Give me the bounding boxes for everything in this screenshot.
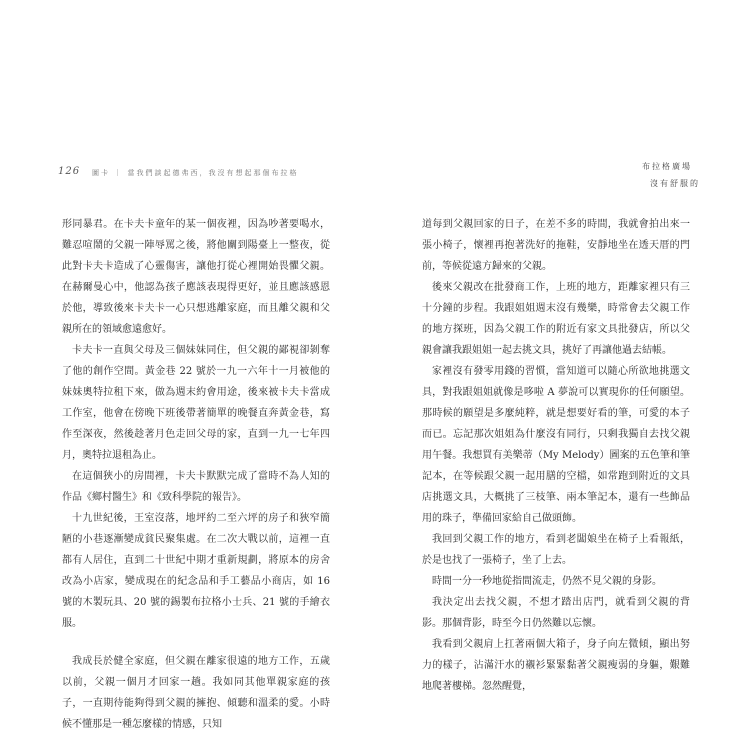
- paragraph: 我決定出去找父親，不想才踏出店門，就看到父親的背影。那個背影，時至今日仍然難以忘懷。: [422, 597, 690, 629]
- paragraph: 後來父親改在批發商工作，上班的地方，距離家裡只有三十分鐘的步程。我跟姐姐週末沒有幾樂，時常會去父親工作的地方探班，因為父親工作的附近有家文具批發店，所以父親會讓我跟姐姐一起去挑文具，挑好了再讓他過去結帳。: [422, 282, 690, 356]
- paragraph: 我成長於健全家庭，但父親在離家很遠的地方工作，五歲以前，父親一個月才回家一趟。我如同其他單親家庭的孩子，一直期待能夠得到父親的擁抱、傾聽和溫柔的愛。小時候不懂那是一種怎麼樣的情感，只知: [62, 656, 330, 730]
- handwritten-note-line2: 沒有舒服的: [650, 179, 700, 188]
- paragraph: 十九世紀後，王室沒落，地坪約二至六坪的房子和狹窄簡陋的小巷逐漸變成貧民聚集處。在二次大戰以前，這裡一直都有人居住，直到二十世紀中期才重新規劃，將原本的房舍改為小店家，變成現在的紀念品和手工藝品小商店，如 16 號的木製玩具、20 號的錫製布拉格小士兵、21 號的手繪衣服。: [62, 513, 330, 629]
- left-text-column: [62, 214, 330, 735]
- right-text-column: [422, 214, 690, 697]
- paragraph: 我回到父親工作的地方，看到老闆娘坐在椅子上看報紙，於是也找了一張椅子，坐了上去。: [422, 534, 690, 566]
- paragraph: 形同暴君。在卡夫卡童年的某一個夜裡，因為吵著要喝水，難忍喧鬧的父親一陣辱罵之後，將他關到陽臺上一整夜，從此對卡夫卡造成了心靈傷害，讓他打從心裡開始畏懼父親。在赫爾曼心中，他認為孩子應該表現得更好，並且應該感恩於他，導致後來卡夫卡一心只想逃離家庭，而且離父親和父親所在的領域愈遠愈好。: [62, 219, 330, 335]
- paragraph: 卡夫卡一直與父母及三個妹妹同住，但父親的鄙視卻剝奪了他的創作空間。黃金巷 22 號於一九一六年十一月被他的妹妹奧特拉租下來，做為週末約會用途，後來被卡夫卡當成工作室，他會在傍晚下班後帶著簡單的晚餐直奔黃金巷，寫作至深夜，然後趁著月色走回父母的家，直到一九一七年四月，奧特拉退租為止。: [62, 345, 330, 461]
- running-header: 圖卡 ｜ 當我們談起德弗西，我沒有想起那個布拉格: [92, 169, 299, 177]
- paragraph: 道每到父親回家的日子，在差不多的時間，我就會拍出來一張小椅子，懷裡再抱著洗好的拖鞋，安靜地坐在透天厝的門前，等候從遠方歸來的父親。: [422, 219, 690, 272]
- handwritten-note-line1: 布拉格廣場: [642, 162, 692, 171]
- page-number: 126: [58, 166, 81, 177]
- paragraph: 時間一分一秒地從指間流走，仍然不見父親的身影。: [432, 576, 662, 587]
- paragraph: 家裡沒有發零用錢的習慣，當知道可以隨心所欲地挑選文具，對我跟姐姐就像是哆啦 A 夢說可以實現你的任何願望。那時候的願望是多麼純粹，就是想要好看的筆，可愛的本子而已。忘記那次姐姐為什麼沒有同行，只剩我獨自去找父親用午餐。我想買有美樂蒂（My Melody）圖案的五色筆和筆記本，在等候跟父親一起用膳的空檔，如常跑到附近的文具店挑選文具，大概挑了三枝筆、兩本筆記本，還有一些飾品用的珠子，準備回家給自己做頭飾。: [422, 366, 690, 524]
- paragraph: 在這個狹小的房間裡，卡夫卡默默完成了當時不為人知的作品《鄉村醫生》和《致科學院的報告》。: [62, 471, 330, 503]
- paragraph: 我看到父親肩上扛著兩個大箱子，身子向左微傾，顯出努力的樣子，沾滿汗水的襯衫緊緊黏著父親瘦弱的身軀，艱難地爬著樓梯。忽然醒覺，: [422, 639, 690, 692]
